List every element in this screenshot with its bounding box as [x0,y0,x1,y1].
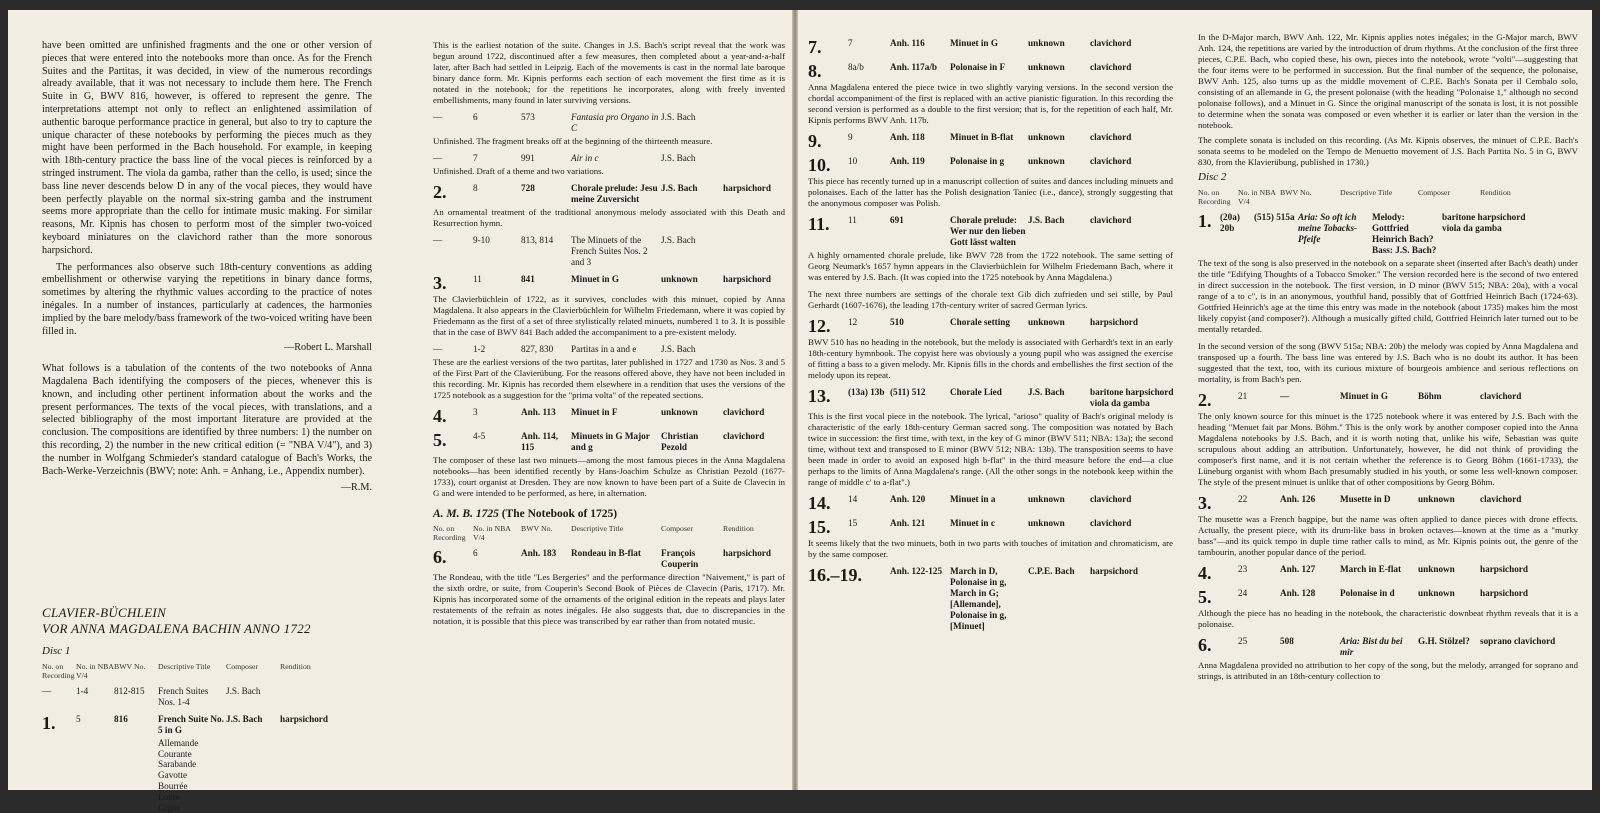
row-note: The only known source for this minuet is the 1725 notebook where it was entered by J.S. Bach with the heading "Menuet fait par Mons. Böhm." This is the only work by another composer copied into the Anna Magdalena notebooks by J.S. Bach, and it is worth noting that, unlike his wife, Sebastian was quite scrupulous about adding an attribution. Unfortunately, however, he did not think of providing the composer's first name, and it is not certain whether the reference is to Georg Böhm (1661-1733), the Lüneburg organist with whom Bach presumably studied in his youth, or some less well-known composer. The style of the present minuet is unlike that of other compositions by Georg Böhm. [1198,410,1578,487]
signature-rm: —R.M. [340,482,372,494]
signature-marshall: —Robert L. Marshall [284,342,372,354]
march-note: In the D-Major march, BWV Anh. 122, Mr. Kipnis applies notes inégales; in the G-Major march, BWV Anh. 124, the repetitions are varied by the introduction of drum rhythms. At the conclusion of the first three pieces, C.P.E. Bach, who copied these, his own, pieces into the notebook, wrote "volti"—suggesting that the four items were to be performed in succession. But the final number of the sequence, the polonaise, BWV Anh. 125, also turns up as the middle movement of C.P.E. Bach's Sonata per il Cembalo solo, consisting of an allemande in G, the present polonaise (with the heading "Polonaise 1," although no second polonaise follows), and a Minuet in G. Since the original manuscript of the sonata is lost, it is not possible to determine when the sonata was composed or even whether it is earlier or later than the version in the notebook. [1198,32,1578,130]
table-header: No. on Recording No. in NBA V/4 BWV No. Descriptive Title Composer Rendition [1198,187,1511,206]
row-note: It seems likely that the two minuets, both in two parts with touches of imitation and chromaticism, are by the same composer. [808,538,1173,559]
table-row: — 6 573 Fantasia pro Organo in C J.S. Bach [433,112,696,133]
column-2 [433,40,785,633]
sonata-note: The complete sonata is included on this recording. (As Mr. Kipnis observes, the minuet of C.P.E. Bach's sonata seems to be modeled on the Tempo de Menuetto movement of J.S. Bach Partita No. 5 in G, BWV 830, from the Klavierübung, published in 1730.) [1198,135,1578,167]
table-row: 2. 8 728 Chorale prelude: Jesu meine Zuversicht J.S. Bach harpsichord [433,182,771,204]
practice-paragraph: The performances also observe such 18th-century conventions as adding embellishment or otherwise varying the repetitions in binary dance forms, sometimes by altering the rhythmic values according to the practice of notes inégales. In a number of instances, particularly at cadences, the harmonies implied by the bare melody/bass framework of the two-voiced writing have been filled in. [42,261,372,337]
column-4 [1198,32,1578,688]
row-note: The text of the song is also preserved in the notebook on a separate sheet (inserted after Bach's death) under the title "Edifying Thoughts of a Tobacco Smoker." The version recorded here is the second of two entered in direct succession in the notebook. The first version, in D minor (BWV 515; NBA: 20a), with a vocal range of a to c", is in an anonymous, youthful hand, possibly that of Gottfried Heinrich Bach (1724-63). Gottfried Heinrich's age at the time this entry was made in the notebook (about 1735) makes him the most likely copyist (and composer?). Although a musically gifted child, Gottfried Heinrich later turned out to be mentally retarded. [1198,257,1578,334]
tabulation-paragraph: What follows is a tabulation of the contents of the two notebooks of Anna Magdalena Bach identifying the composers of the pieces, whenever this is known, and including other pertinent information about the works and the present performances. The texts of the vocal pieces, with translations, and a selected bibliography of the most important literature are provided at the conclusion. The compositions are identified by three numbers: 1) the number on this recording, 2) the number in the new critical edition (= "NBA V/4"), and 3) the number in Wolfgang Schmieder's standard catalogue of Bach's Works, the Bach-Werke-Verzeichnis (BWV; note: Anh. = Anhang, i.e., Appendix number). [42,363,372,477]
row-note: Although the piece has no heading in the notebook, the characteristic downbeat rhythm reveals that it is a polonaise. [1198,607,1578,629]
table-row: 3. 22 Anh. 126 Musette in D unknown clavichord [1198,492,1522,513]
row-note: In the second version of the song (BWV 515a; NBA: 20b) the melody was copied by Anna Magdalena and transposed up a fourth. The bass line was entered by J.S. Bach who is no doubt its author. It has been suggested that the text, too, with its curious mixture of bourgeois ambience and serious reflections on mortality, is from Bach's pen. [1198,340,1578,384]
table-row: 9. 9 Anh. 118 Minuet in B-flat unknown clavichord [808,131,1132,151]
intro-paragraph: have been omitted are unfinished fragments and the one or other version of pieces that were entered into the notebooks more than once. As for the French Suites and the Partitas, it was decided, in view of the numerous recordings already available, that it was not necessary to include them here. The French Suite in G, BWV 816, however, is offered to represent the genre. The interpretations attempt not only to reflect an enlightened assimilation of authentic baroque performance practice in general, but also to try to capture the unique character of these notebooks by performing the pieces much as they might have been performed in the Bach household. For example, in keeping with 18th-century practice the bass line of the vocal pieces is reinforced by a stringed instrument. The viola da gamba, rather than the cello, is used; since the bass line never descends below D in any of the vocal pieces, they would have been perfectly playable on the normal six-string gamba and the instrument seems more appropriate than the cello for intimate music making. For similar reasons, Mr. Kipnis has chosen to perform most of the simpler two-voiced keyboard miniatures on the clavichord rather than the more sonorous harpsichord. [42,40,372,256]
row-note: A highly ornamented chorale prelude, like BWV 728 from the 1722 notebook. The same setting of Georg Neumark's 1657 hymn appears in the Clavierbüchlein for Wilhelm Friedemann Bach, where it was entered by J.S. Bach. (It was copied into the 1725 notebook by Anna Magdalena.) [808,250,1173,282]
column-1 [42,40,372,813]
table-row: 11. 11 691 Chorale prelude: Wer nur den lieben Gott lässt walten J.S. Bach clavichord [808,214,1132,247]
notebook-title: CLAVIER-BÜCHLEIN VOR ANNA MAGDALENA BACHIN ANNO 1722 [42,605,311,637]
row-note: The musette was a French bagpipe, but the name was often applied to dance pieces with drone effects. Actually, the present piece, with its drum-like bass in broken octaves—known at the time as a "murky bass"—and its quick tempo in duple time rather calls to mind, as Mr. Kipnis points out, the genre of the tambourin, another popular dance of the period. [1198,513,1578,557]
row-note: Unfinished. Draft of a theme and two variations. [433,166,604,176]
table-row: 15. 15 Anh. 121 Minuet in c unknown clavichord [808,517,1132,537]
row-note: This piece has recently turned up in a manuscript collection of suites and dances including minuets and polonaises. Each of the latter has the Polish designation Taniec (i.e., dance), strongly suggesting that the anonymous composer was Polish. [808,176,1173,208]
column-3 [808,32,1173,634]
suite-note: This is the earliest notation of the suite. Changes in J.S. Bach's script reveal that the work was begun around 1722, discontinued after a few measures, then completed about a year-and-a-half later, after Bach had settled in Leipzig. Each of the movements is cast in the normal late baroque binary dance form. Mr. Kipnis performs each section of each movement the first time as it is notated in the notebook; for the repetitions he incorporates, along with freely invented embellishments, many found in later surviving versions. [433,40,785,105]
table-row: 13. (13a) 13b (511) 512 Chorale Lied J.S. Bach baritone harpsichord viola da gamba [808,386,1174,408]
table-row: 12. 12 510 Chorale setting unknown harpsichord [808,316,1138,336]
table-row: 6. 25 508 Aria: Bist du bei mir G.H. Stölzel? soprano clavichord [1198,634,1556,657]
table-row: 3. 11 841 Minuet in G unknown harpsichord [433,273,771,293]
table-row: 7. 7 Anh. 116 Minuet in G unknown clavichord [808,37,1132,57]
table-row: 4. 23 Anh. 127 March in E-flat unknown harpsichord [1198,562,1528,583]
row-note: Anna Magdalena provided no attribution to her copy of the song, but the melody, arranged for soprano and strings, is attributed in an 18th-century collection to [1198,659,1578,681]
row-note: An ornamental treatment of the traditional anonymous melody associated with this Death and Resurrection hymn. [433,207,785,228]
row-note: The Clavierbüchlein of 1722, as it survives, concludes with this minuet, copied by Anna Magdalena. It also appears in the Clavierbüchlein for Wilhelm Friedemann, where it was copied by Friedemann as the first of a set of three stylistically related minuets, numbered 1 to 3. It is possible that in the case of BWV 841 Bach added the accompaniment to a pre-existent melody. [433,294,785,337]
row-note: Unfinished. The fragment breaks off at the beginning of the thirteenth measure. [433,136,713,146]
table-row: 14. 14 Anh. 120 Minuet in a unknown clavichord [808,493,1132,513]
right-page [798,10,1592,790]
table-row: 2. 21 — Minuet in G Böhm clavichord [1198,389,1522,410]
table-row: 5. 4-5 Anh. 114, 115 Minuets in G Major and g Christian Pezold clavichord [433,430,765,452]
table-row: 1. 5 816 French Suite No. 5 in G J.S. Bach harpsichord [42,712,328,735]
disc-1-heading: Disc 1 [42,645,71,658]
table-row: — 9-10 813, 814 The Minuets of the French Suites Nos. 2 and 3 J.S. Bach [433,235,696,267]
table-row: 4. 3 Anh. 113 Minuet in F unknown clavichord [433,406,765,426]
row-note: These are the earliest versions of the two partitas, later published in 1727 and 1730 as Nos. 3 and 5 of the First Part of the Clavierübung. For the reasons offered above, they have not been included in this recording. Mr. Kipnis has recorded them elsewhere in a rendition that uses the versions of the 1725 notebook as a suggestion for the "prima volta" of the repeated sections. [433,357,785,400]
row-note: The composer of these last two minuets—among the most famous pieces in the Anna Magdalena notebooks—has been identified recently by Hans-Joachim Schulze as Christian Pezold (1677-1733), court organist at Dresden. They are now known to have been part of a Suite de Clavecin in G and were intended to be performed, as here, in alternation. [433,455,785,498]
table-row: 8. 8a/b Anh. 117a/b Polonaise in F unknown clavichord [808,61,1132,81]
section-heading-1725: A. M. B. 1725 (The Notebook of 1725) [433,508,618,520]
disc-2-heading: Disc 2 [1198,171,1227,183]
table-row: 1. (20a) 20b (515) 515a Aria: So oft ich meine Tobacks-Pfeife Melody: Gottfried Heinrich Bach? Bass: J.S. Bach? baritone harpsichord viola da gamba [1198,210,1526,255]
table-row: — 1-2 827, 830 Partitas in a and e J.S. Bach [433,344,696,354]
table-header: No. on Recording No. in NBA V/4 BWV No. Descriptive Title Composer Rendition [42,661,311,680]
row-note: The next three numbers are settings of the chorale text Gib dich zufrieden und sei stille, by Paul Gerhardt (1607-1676), the leading 17th-century writer of sacred German lyrics. [808,289,1173,310]
row-note: Anna Magdalena entered the piece twice in two slightly varying versions. In the second version the chordal accompaniment of the first is replaced with an active pianistic figuration. In this recording the second version is performed as a double to the first version; that is, for the repetition of each half, Mr. Kipnis performs BWV Anh. 117b. [808,82,1173,125]
table-row: — 1-4 812-815 French Suites Nos. 1-4 J.S. Bach [42,685,261,707]
table-row: 10. 10 Anh. 119 Polonaise in g unknown clavichord [808,155,1132,175]
row-note: The Rondeau, with the title "Les Bergeries" and the performance direction "Naivement," is part of the sixth ordre, or suite, from Couperin's Second Book of Pièces de Clavecin (Paris, 1717). Mr. Kipnis has incorporated some of the ornaments of the original edition in the repeats and plays later restatements of the refrain as notes inégales. He also suggests that, due to discrepancies in the notation, it is possible that this piece was transcribed by ear rather than from notated music. [433,571,785,626]
table-row: — 7 991 Air in c J.S. Bach [433,153,696,163]
table-row: 6. 6 Anh. 183 Rondeau in B-flat François Couperin harpsichord [433,546,771,569]
movement-list: Allemande Courante Sarabande Gavotte Bourrée Loure Gigue [158,737,199,813]
table-row: 5. 24 Anh. 128 Polonaise in d unknown harpsichord [1198,586,1528,607]
table-row: 16.–19. Anh. 122-125 March in D, Polonaise in g, March in G; [Allemande], Polonaise in g, [Minuet] C.P.E. Bach harpsichord [808,565,1138,631]
row-note: BWV 510 has no heading in the notebook, but the melody is associated with Gerhardt's text in an early 18th-century hymnbook. The copyist here was obviously a young pupil who was assigned the exercise of fitting a bass to a given melody. Mr. Kipnis fills in the chords and embellishes the first section of the melody upon its repeat. [808,337,1173,380]
left-page [8,10,792,813]
row-note: This is the first vocal piece in the notebook. The lyrical, "arioso" quality of Bach's original melody is characteristic of the early 18th-century German sacred song. The composition was notated by Bach twice in succession: the first time, with text, in the key of G minor (BWV 511; NBA: 13a); the second time, without text and transposed to E minor (BWV 512; NBA: 13b). The transposition seems to have been made in order to avoid an exposed high b-flat" in the third measure before the end—a clue perhaps to the limits of Anna Magdalena's range. (All the other songs in the notebook keep within the range of middle c' to a-flat".) [808,411,1173,487]
table-header: No. on Recording No. in NBA V/4 BWV No. Descriptive Title Composer Rendition [433,523,754,542]
